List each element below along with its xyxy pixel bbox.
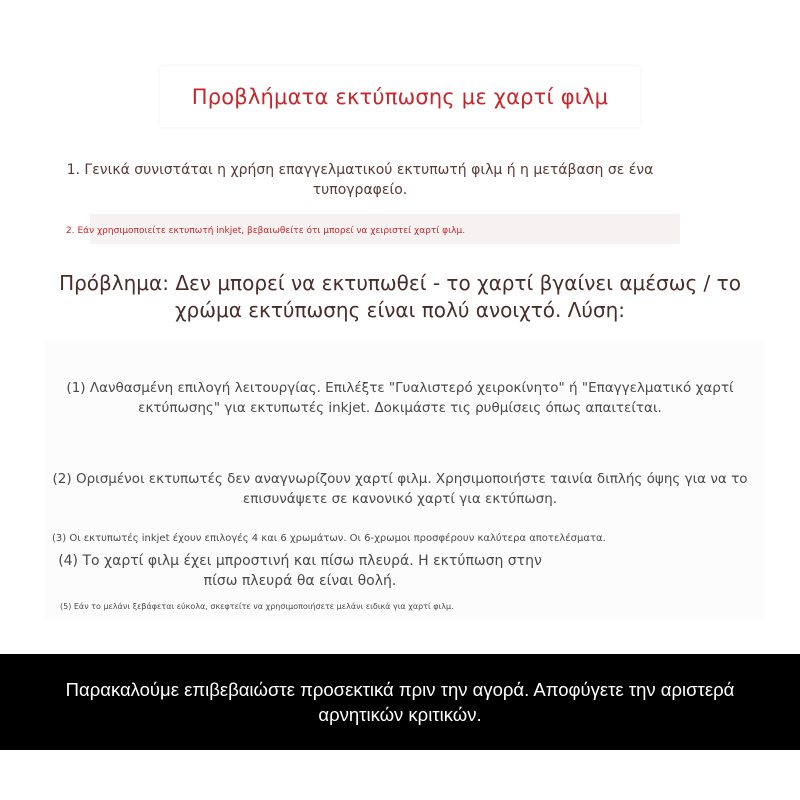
page-title: Προβλήματα εκτύπωσης με χαρτί φιλμ xyxy=(191,84,609,109)
solution-item-2: (2) Ορισμένοι εκτυπωτές δεν αναγνωρίζουν χαρτί φιλμ. Χρησιμοποιήστε ταινία διπλής όψης για να το επισυνάψετε σε κανονικό χαρτί για εκτύπωση. xyxy=(52,471,748,507)
solution-item-3: (3) Οι εκτυπωτές inkjet έχουν επιλογές 4 και 6 χρωμάτων. Οι 6-χρωμοι προσφέρουν καλύτερα αποτελέσματα. xyxy=(52,533,606,544)
note-inkjet-check: 2. Εάν χρησιμοποιείτε εκτυπωτή inkjet, βεβαιωθείτε ότι μπορεί να χειριστεί χαρτί φιλμ. xyxy=(66,226,466,236)
note-professional-printer: 1. Γενικά συνιστάται η χρήση επαγγελματικού εκτυπωτή φιλμ ή η μετάβαση σε ένα τυπογραφείο. xyxy=(66,162,654,198)
title-box xyxy=(160,66,640,127)
solution-item-5: (5) Εάν το μελάνι ξεβάφεται εύκολα, σκεφτείτε να χρησιμοποιήσετε μελάνι ειδικά για χαρτί φιλμ. xyxy=(60,602,454,611)
problem-heading: Πρόβλημα: Δεν μπορεί να εκτυπωθεί - το χαρτί βγαίνει αμέσως / το χρώμα εκτύπωσης είναι πολύ ανοιχτό. Λύση: xyxy=(59,271,741,322)
solution-item-1: (1) Λανθασμένη επιλογή λειτουργίας. Επιλέξτε "Γυαλιστερό χειροκίνητο" ή "Επαγγελματικό χαρτί εκτύπωσης" για εκτυπωτές inkjet. Δοκιμάστε τις ρυθμίσεις όπως απαιτείται. xyxy=(66,380,734,416)
warning-banner-text: Παρακαλούμε επιβεβαιώστε προσεκτικά πριν την αγορά. Αποφύγετε την αριστερά αρνητικών κριτικών. xyxy=(65,679,735,725)
solution-item-4: (4) Το χαρτί φιλμ έχει μπροστινή και πίσω πλευρά. Η εκτύπωση στην πίσω πλευρά θα είναι θολή. xyxy=(58,553,542,589)
warning-banner xyxy=(0,654,800,750)
footer-strip xyxy=(0,750,800,800)
